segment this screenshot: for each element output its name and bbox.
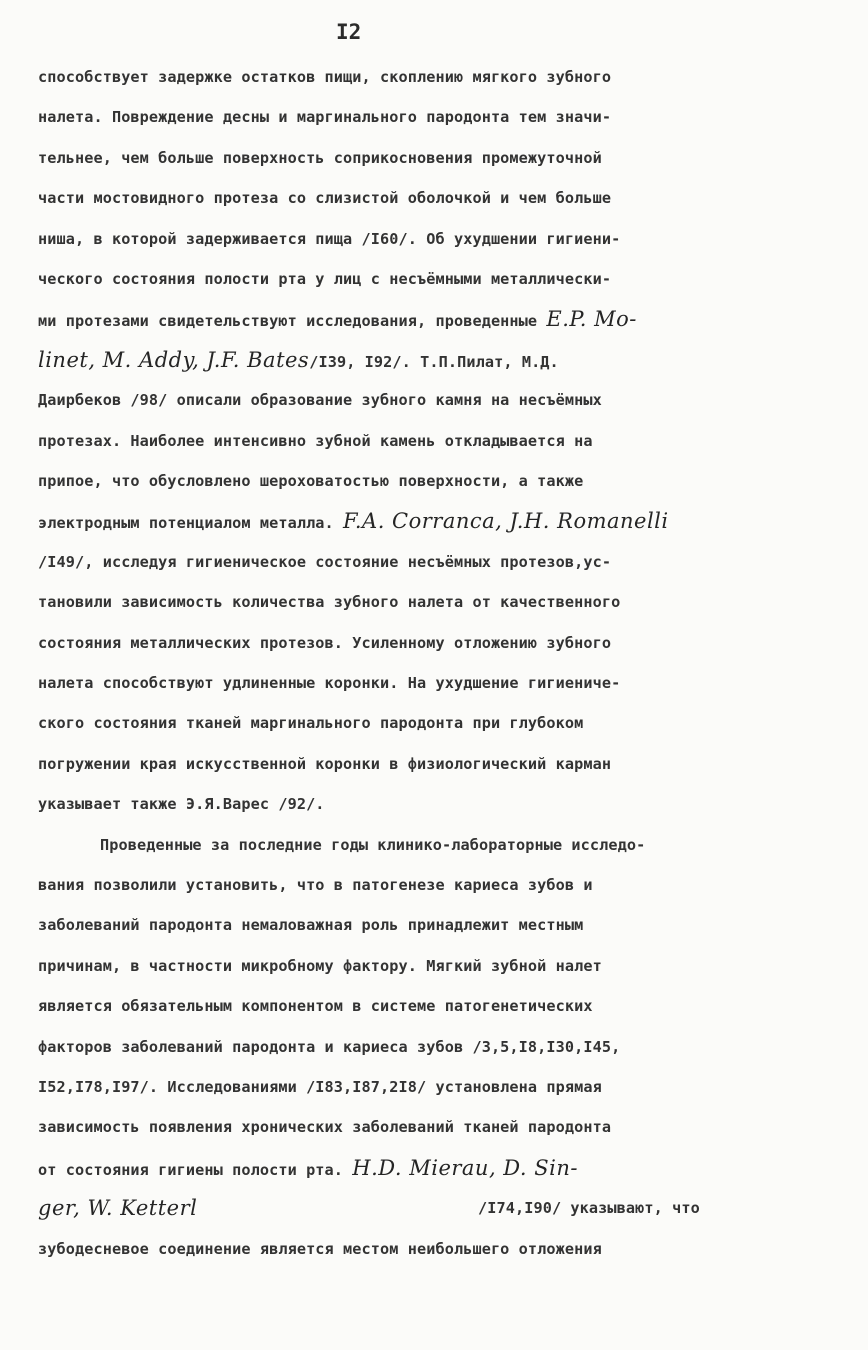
text-run: способствует задержке остатков пищи, скоплению мягкого зубного: [38, 68, 612, 86]
text-line: [38, 1074, 602, 1100]
text-line: [38, 1155, 578, 1181]
text-run: от состояния гигиены полости рта.: [38, 1161, 353, 1179]
text-run: протезах. Наиболее интенсивно зубной камень откладывается на: [38, 432, 593, 450]
text-run: тановили зависимость количества зубного налета от качественного: [38, 593, 621, 611]
text-line: [38, 145, 602, 171]
text-run: состояния металлических протезов. Усиленному отложению зубного: [38, 634, 612, 652]
text-run: ми протезами свидетельствуют исследования, проведенные: [38, 312, 547, 330]
text-line: [38, 508, 669, 534]
text-line: [38, 549, 611, 575]
handwritten-names: ger, W. Ketterl: [38, 1196, 198, 1220]
text-run: зубодесневое соединение является местом неибольшего отложения: [38, 1240, 602, 1258]
text-line: [38, 710, 583, 736]
text-run: электродным потенциалом металла.: [38, 514, 344, 532]
text-run: /I39, I92/. Т.П.Пилат, М.Д.: [309, 353, 559, 371]
text-run: /I49/, исследуя гигиеническое состояние несъёмных протезов,ус-: [38, 553, 612, 571]
text-run: ческого состояния полости рта у лиц с несъёмными металлически-: [38, 270, 612, 288]
text-run: части мостовидного протеза со слизистой оболочкой и чем больше: [38, 189, 612, 207]
text-line: [38, 993, 593, 1019]
text-run: заболеваний пародонта немаловажная роль принадлежит местным: [38, 916, 584, 934]
text-line: [38, 64, 611, 90]
text-run: тельнее, чем больше поверхность соприкосновения промежуточной: [38, 149, 602, 167]
text-run: /I74,I90/ указывают, что: [478, 1199, 700, 1217]
text-line: [38, 751, 611, 777]
text-run: факторов заболеваний пародонта и кариеса зубов /3,5,I8,I30,I45,: [38, 1038, 621, 1056]
handwritten-names: H.D. Mierau, D. Sin-: [352, 1156, 578, 1180]
text-line: [38, 104, 611, 130]
text-line: [38, 226, 620, 252]
text-line: [38, 468, 583, 494]
text-run: причинам, в частности микробному фактору. Мягкий зубной налет: [38, 957, 602, 975]
text-line: [38, 1114, 611, 1140]
text-line: [38, 306, 637, 332]
text-line: [38, 872, 593, 898]
text-line: [38, 791, 325, 817]
text-line: [38, 630, 611, 656]
text-run: зависимость появления хронических заболеваний тканей пародонта: [38, 1118, 612, 1136]
text-line: [38, 185, 611, 211]
text-run: погружении края искусственной коронки в физиологический карман: [38, 755, 612, 773]
text-run: является обязательным компонентом в системе патогенетических: [38, 997, 593, 1015]
text-run: налета. Повреждение десны и маргинального пародонта тем значи-: [38, 108, 612, 126]
text-run: ниша, в которой задерживается пища /I60/. Об ухудшении гигиени-: [38, 230, 621, 248]
text-run: I52,I78,I97/. Исследованиями /I83,I87,2I8/ установлена прямая: [38, 1078, 602, 1096]
text-line: [38, 1034, 620, 1060]
text-run: припое, что обусловлено шероховатостью поверхности, а также: [38, 472, 584, 490]
text-run: Проведенные за последние годы клинико-лабораторные исследо-: [100, 836, 646, 854]
text-line: [38, 589, 620, 615]
text-run: указывает также Э.Я.Варес /92/.: [38, 795, 325, 813]
text-line: [38, 1236, 602, 1262]
text-run: Даирбеков /98/ описали образование зубного камня на несъёмных: [38, 391, 602, 409]
page-number: I2: [336, 20, 362, 44]
text-run: налета способствуют удлиненные коронки. На ухудшение гигиениче-: [38, 674, 621, 692]
text-run: вания позволили установить, что в патогенезе кариеса зубов и: [38, 876, 593, 894]
text-line: [38, 428, 593, 454]
text-line: [38, 670, 620, 696]
text-line: [38, 387, 602, 413]
text-line: [38, 953, 602, 979]
text-line: [38, 347, 559, 373]
text-line: [38, 1195, 700, 1221]
text-line: [38, 912, 583, 938]
text-line: [38, 832, 645, 858]
handwritten-names: F.A. Corranca, J.H. Romanelli: [343, 509, 669, 533]
text-line: [38, 266, 611, 292]
handwritten-names: linet, M. Addy, J.F. Bates: [38, 348, 310, 372]
text-run: ского состояния тканей маргинального пародонта при глубоком: [38, 714, 584, 732]
handwritten-names: E.P. Mo-: [546, 307, 637, 331]
